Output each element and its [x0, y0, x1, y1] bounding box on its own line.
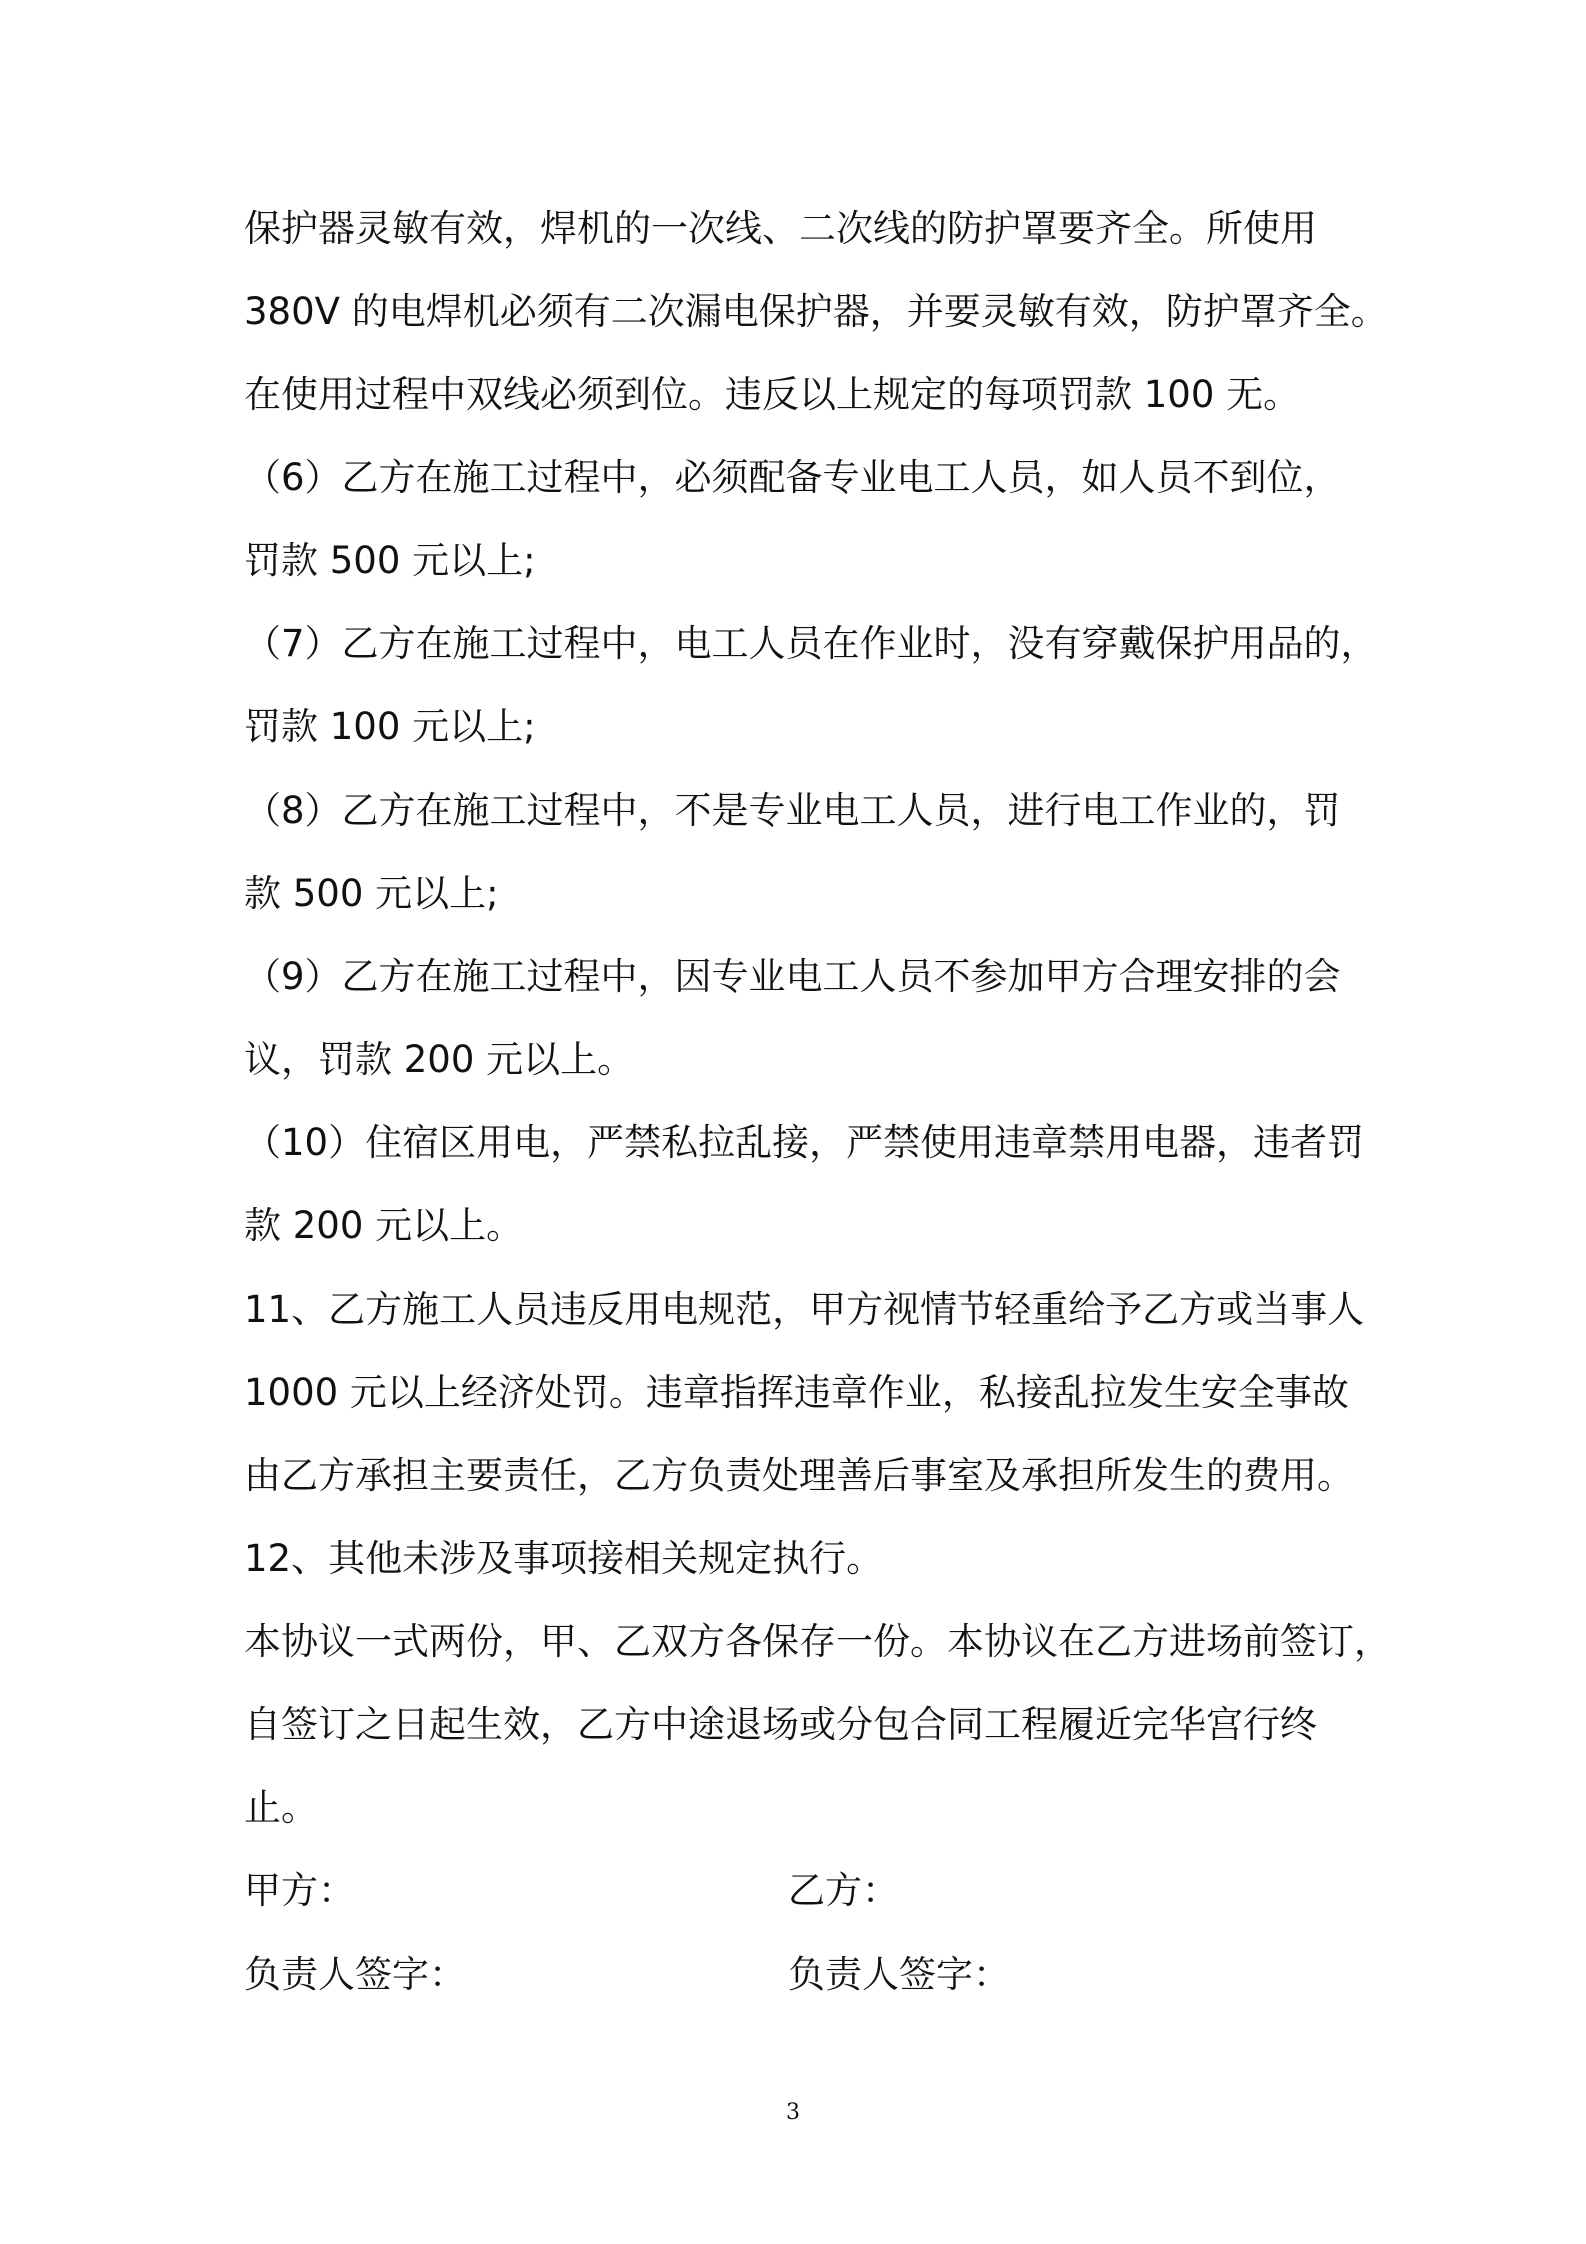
text-line: 罚款 500 元以上;	[244, 539, 536, 582]
text-line: 1000 元以上经济处罚。违章指挥违章作业，私接乱拉发生安全事故	[244, 1371, 1349, 1414]
text-line: 自签订之日起生效，乙方中途退场或分包合同工程履近完华宫行终	[244, 1703, 1317, 1746]
text-line: （7）乙方在施工过程中，电工人员在作业时，没有穿戴保护用品的，	[244, 622, 1378, 665]
party-b-label: 乙方：	[788, 1869, 899, 1912]
text-line: 款 500 元以上;	[244, 872, 499, 915]
party-b-signer-label: 负责人签字：	[788, 1953, 1010, 1996]
party-a-signer-label: 负责人签字：	[244, 1953, 466, 1996]
text-line: （9）乙方在施工过程中，因专业电工人员不参加甲方合理安排的会	[244, 955, 1341, 998]
text-line: 在使用过程中双线必须到位。违反以上规定的每项罚款 100 无。	[244, 373, 1301, 416]
page-number: 3	[786, 2100, 800, 2125]
text-line: 12、其他未涉及事项接相关规定执行。	[244, 1537, 884, 1580]
text-line: （10）住宿区用电，严禁私拉乱接，严禁使用违章禁用电器，违者罚	[244, 1121, 1365, 1164]
text-line: 保护器灵敏有效，焊机的一次线、二次线的防护罩要齐全。所使用	[244, 207, 1317, 250]
text-line: （8）乙方在施工过程中，不是专业电工人员，进行电工作业的，罚	[244, 789, 1341, 832]
text-line: 止。	[244, 1786, 318, 1829]
party-a-label: 甲方：	[244, 1869, 355, 1912]
text-line: （6）乙方在施工过程中，必须配备专业电工人员，如人员不到位，	[244, 456, 1341, 499]
text-line: 本协议一式两份，甲、乙双方各保存一份。本协议在乙方进场前签订，	[244, 1620, 1391, 1663]
text-line: 罚款 100 元以上;	[244, 705, 536, 748]
text-line: 380V 的电焊机必须有二次漏电保护器，并要灵敏有效，防护罩齐全。	[244, 290, 1388, 333]
text-line: 议，罚款 200 元以上。	[244, 1038, 635, 1081]
text-line: 11、乙方施工人员违反用电规范，甲方视情节轻重给予乙方或当事人	[244, 1288, 1365, 1331]
text-line: 款 200 元以上。	[244, 1204, 524, 1247]
text-line: 由乙方承担主要责任，乙方负责处理善后事室及承担所发生的费用。	[244, 1454, 1354, 1497]
